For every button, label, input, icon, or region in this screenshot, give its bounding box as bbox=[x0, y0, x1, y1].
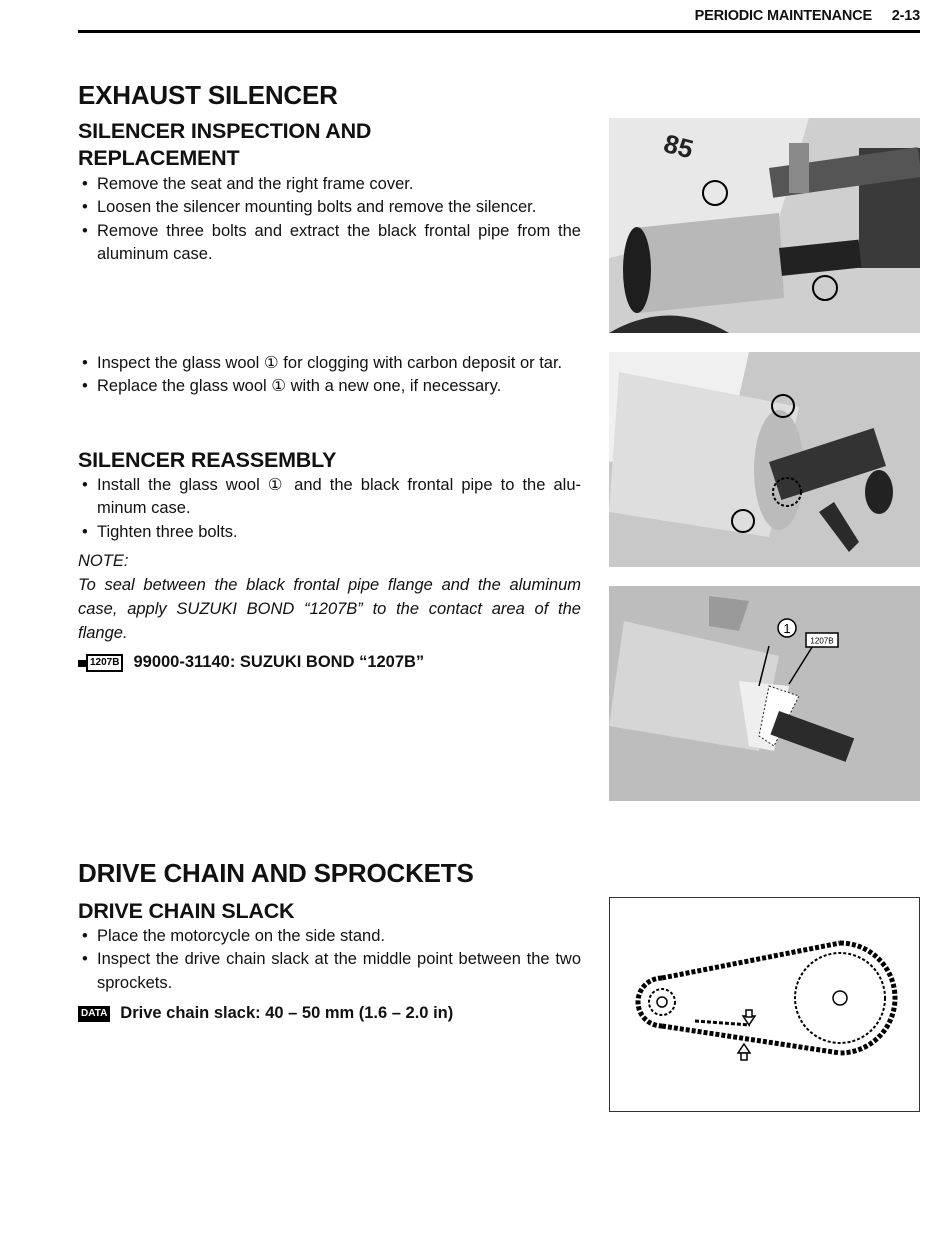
list-item: • Remove the seat and the right frame cover. bbox=[78, 173, 581, 196]
silencer-installed-photo bbox=[609, 118, 920, 333]
list-item: • Install the glass wool ① and the black frontal pipe to the alu-minum case. bbox=[78, 474, 581, 521]
chain-slack-text: Drive chain slack: 40 – 50 mm (1.6 – 2.0 in) bbox=[120, 1004, 454, 1022]
data-icon: DATA bbox=[78, 1006, 110, 1022]
silencer-inspection-heading bbox=[78, 118, 371, 172]
header-section-title: PERIODIC MAINTENANCE bbox=[694, 8, 872, 24]
glass-wool-callout: 1 bbox=[783, 621, 791, 636]
removal-steps bbox=[78, 173, 581, 266]
list-item: • Remove three bolts and extract the black frontal pipe from the aluminum case. bbox=[78, 220, 581, 267]
page-number: 2-13 bbox=[891, 8, 920, 24]
bond-application-photo bbox=[609, 586, 920, 801]
bond-tube-label: 1207B bbox=[810, 636, 834, 646]
list-item: • Tighten three bolts. bbox=[78, 521, 581, 544]
chain-slack-spec bbox=[78, 1004, 453, 1023]
exhaust-silencer-heading: EXHAUST SILENCER bbox=[78, 80, 338, 110]
drive-chain-heading: DRIVE CHAIN AND SPROCKETS bbox=[78, 858, 474, 888]
bond-spec-text: 99000-31140: SUZUKI BOND “1207B” bbox=[133, 653, 425, 671]
chain-steps bbox=[78, 925, 581, 995]
bond-tube-icon: 1207B bbox=[86, 654, 123, 672]
inspection-heading-line2: REPLACEMENT bbox=[78, 146, 240, 170]
silencer-removed-photo bbox=[609, 352, 920, 567]
drive-chain-slack-heading: DRIVE CHAIN SLACK bbox=[78, 899, 295, 923]
list-item: • Place the motorcycle on the side stand. bbox=[78, 925, 581, 948]
silencer-reassembly-heading: SILENCER REASSEMBLY bbox=[78, 448, 337, 472]
list-item: • Replace the glass wool ① with a new one, if necessary. bbox=[78, 375, 581, 398]
note-text: To seal between the black frontal pipe flange and the aluminum case, apply SUZUKI BOND “1207B” to the contact area of the flange. bbox=[78, 576, 581, 643]
note-label: NOTE: bbox=[78, 551, 129, 570]
list-item: • Inspect the glass wool ① for clogging with carbon deposit or tar. bbox=[78, 352, 581, 375]
inspection-steps bbox=[78, 352, 581, 399]
inspection-heading-line1: SILENCER INSPECTION AND bbox=[78, 119, 372, 143]
drive-chain-diagram bbox=[609, 897, 920, 1112]
page-header bbox=[78, 8, 920, 33]
bond-spec bbox=[78, 653, 424, 672]
list-item: • Inspect the drive chain slack at the middle point between the two sprockets. bbox=[78, 948, 581, 995]
list-item: • Loosen the silencer mounting bolts and remove the silencer. bbox=[78, 196, 581, 219]
reassembly-steps bbox=[78, 474, 581, 645]
bike-decal-text: 85 bbox=[660, 128, 697, 165]
